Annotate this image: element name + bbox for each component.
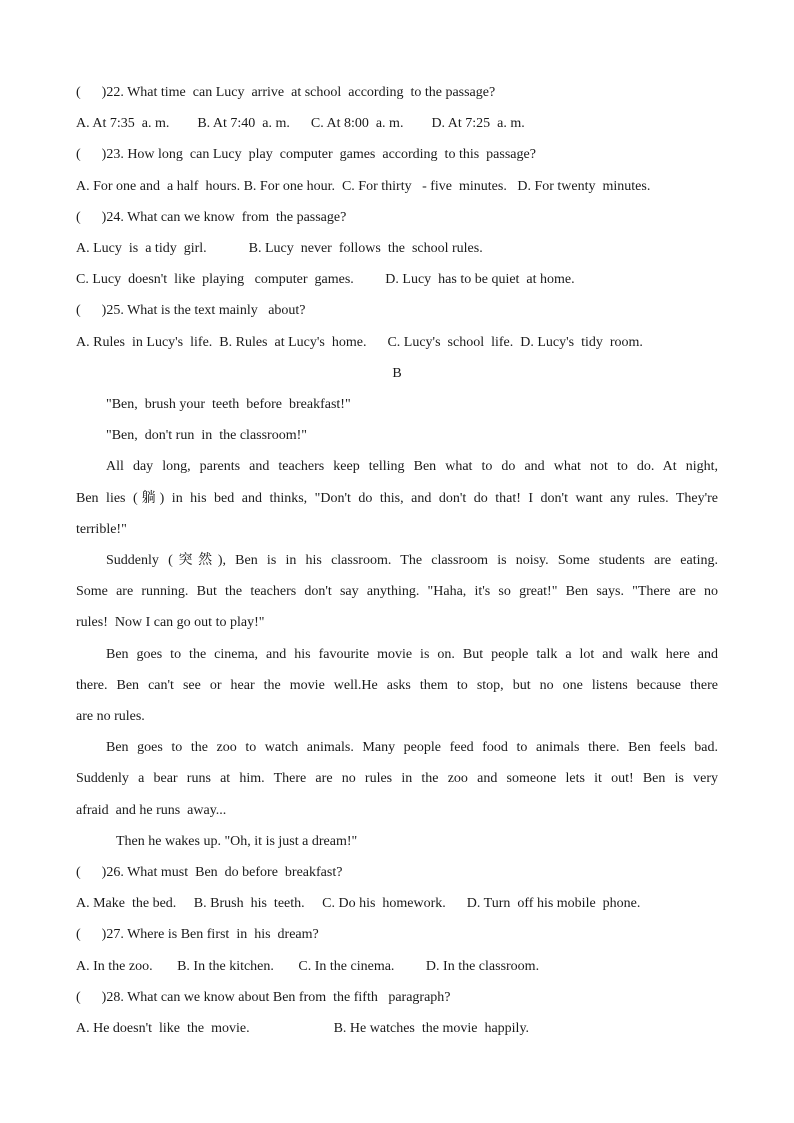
question-28: ( )28. What can we know about Ben from the fifth paragraph? <box>76 990 451 1005</box>
passage-p5-line3: are no rules. <box>76 709 145 724</box>
question-26: ( )26. What must Ben do before breakfast? <box>76 865 343 880</box>
question-23: ( )23. How long can Lucy play computer games according to this passage? <box>76 147 536 162</box>
question-22-options: A. At 7:35 a. m. B. At 7:40 a. m. C. At 8:00 a. m. D. At 7:25 a. m. <box>76 116 525 131</box>
section-label: B <box>392 366 402 381</box>
question-27-options: A. In the zoo. B. In the kitchen. C. In the cinema. D. In the classroom. <box>76 959 540 974</box>
passage-p4-line2: Some are running. But the teachers don't say anything. "Haha, it's so great!" Ben says. "There are no <box>76 584 718 599</box>
question-25-options: A. Rules in Lucy's life. B. Rules at Lucy's home. C. Lucy's school life. D. Lucy's tidy room. <box>76 335 643 350</box>
passage-p4-line1: Suddenly (突然), Ben is in his classroom. The classroom is noisy. Some students are eating. <box>106 553 718 568</box>
question-25: ( )25. What is the text mainly about? <box>76 303 306 318</box>
question-26-options: A. Make the bed. B. Brush his teeth. C. Do his homework. D. Turn off his mobile phone. <box>76 896 641 911</box>
question-23-options: A. For one and a half hours. B. For one hour. C. For thirty - five minutes. D. For twenty minutes. <box>76 179 651 194</box>
passage-p3-line3: terrible!" <box>76 522 127 537</box>
passage-p6-line2: Suddenly a bear runs at him. There are no rules in the zoo and someone lets it out! Ben is very <box>76 771 718 786</box>
passage-p3-line1: All day long, parents and teachers keep telling Ben what to do and what not to do. At night, <box>106 459 718 474</box>
passage-p5-line2: there. Ben can't see or hear the movie well.He asks them to stop, but no one listens because there <box>76 678 718 693</box>
passage-p1: "Ben, brush your teeth before breakfast!" <box>106 397 351 412</box>
passage-p2: "Ben, don't run in the classroom!" <box>106 428 307 443</box>
question-24: ( )24. What can we know from the passage? <box>76 210 347 225</box>
question-22: ( )22. What time can Lucy arrive at school according to the passage? <box>76 85 496 100</box>
passage-p4-line3: rules! Now I can go out to play!" <box>76 615 265 630</box>
question-24-options-cd: C. Lucy doesn't like playing computer games. D. Lucy has to be quiet at home. <box>76 272 575 287</box>
question-24-options-ab: A. Lucy is a tidy girl. B. Lucy never follows the school rules. <box>76 241 483 256</box>
passage-p7: Then he wakes up. "Oh, it is just a dream!" <box>116 834 358 849</box>
passage-p5-line1: Ben goes to the cinema, and his favourite movie is on. But people talk a lot and walk here and <box>106 647 718 662</box>
question-27: ( )27. Where is Ben first in his dream? <box>76 927 319 942</box>
passage-p6-line1: Ben goes to the zoo to watch animals. Many people feed food to animals there. Ben feels bad. <box>106 740 718 755</box>
question-28-options-ab: A. He doesn't like the movie. B. He watches the movie happily. <box>76 1021 530 1036</box>
passage-p3-line2: Ben lies (躺) in his bed and thinks, "Don't do this, and don't do that! I don't want any rules. They're <box>76 491 718 506</box>
passage-p6-line3: afraid and he runs away... <box>76 803 227 818</box>
